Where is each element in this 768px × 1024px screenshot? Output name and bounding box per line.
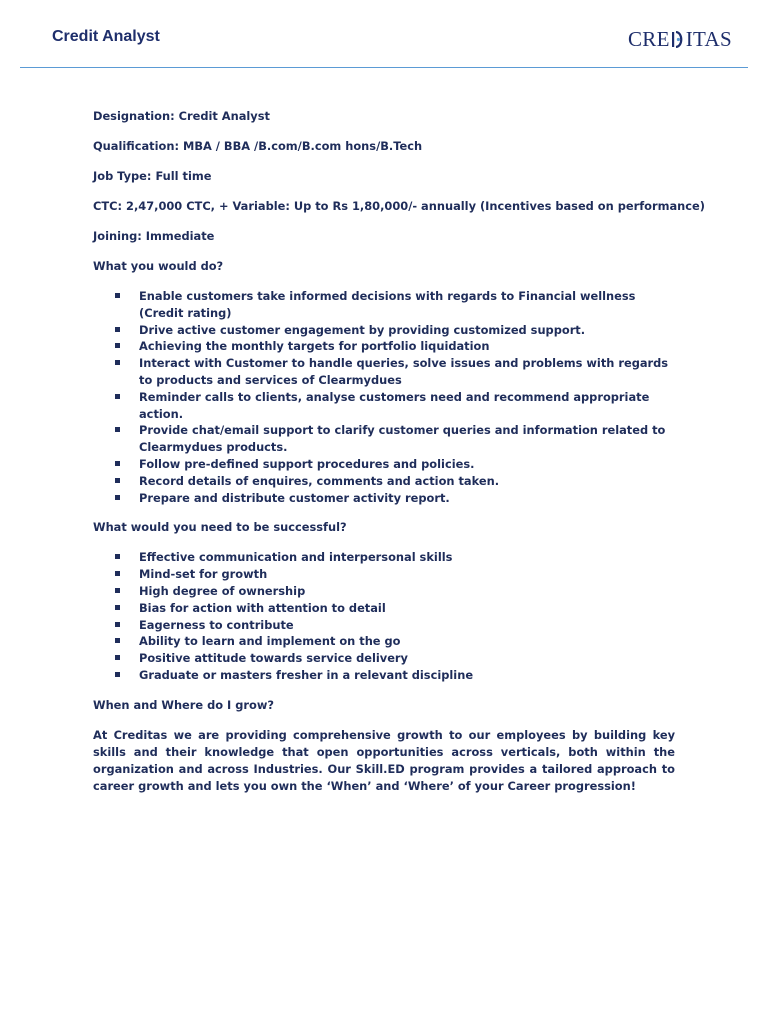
square-bullet-icon bbox=[115, 343, 120, 348]
square-bullet-icon bbox=[115, 588, 120, 593]
list-item: Graduate or masters fresher in a relevant discipline bbox=[93, 667, 675, 684]
field-joining bbox=[93, 228, 675, 245]
square-bullet-icon bbox=[115, 327, 120, 332]
job-description bbox=[93, 108, 705, 796]
square-bullet-icon bbox=[115, 672, 120, 677]
list-item: Prepare and distribute customer activity report. bbox=[93, 490, 675, 507]
square-bullet-icon bbox=[115, 360, 120, 365]
square-bullet-icon bbox=[115, 622, 120, 627]
field-label: Job Type: bbox=[93, 169, 152, 183]
field-designation bbox=[93, 108, 675, 125]
logo-text-left: CRE bbox=[628, 27, 670, 51]
field-value: Immediate bbox=[145, 229, 215, 243]
list-item: Reminder calls to clients, analyse customers need and recommend appropriate action. bbox=[93, 389, 675, 423]
list-item: Eagerness to contribute bbox=[93, 617, 675, 634]
list-item: Mind-set for growth bbox=[93, 566, 675, 583]
list-item: Enable customers take informed decisions with regards to Financial wellness (Credit rating) bbox=[93, 288, 675, 322]
list-item: Effective communication and interpersonal skills bbox=[93, 549, 675, 566]
square-bullet-icon bbox=[115, 394, 120, 399]
field-value: MBA / BBA /B.com/B.com hons/B.Tech bbox=[182, 139, 423, 153]
section-heading-need-to-succeed: What would you need to be successful? bbox=[93, 520, 347, 535]
page-title: Credit Analyst bbox=[52, 28, 160, 45]
creditas-logo bbox=[628, 29, 732, 50]
square-bullet-icon bbox=[115, 605, 120, 610]
list-item: Achieving the monthly targets for portfolio liquidation bbox=[93, 338, 675, 355]
square-bullet-icon bbox=[115, 571, 120, 576]
list-item: Follow pre-defined support procedures and policies. bbox=[93, 456, 675, 473]
responsibilities-list bbox=[93, 288, 675, 506]
field-job-type bbox=[93, 168, 675, 185]
square-bullet-icon bbox=[115, 478, 120, 483]
square-bullet-icon bbox=[115, 655, 120, 660]
field-label: Joining: bbox=[93, 229, 142, 243]
square-bullet-icon bbox=[115, 495, 120, 500]
section-heading-where-grow: When and Where do I grow? bbox=[93, 697, 274, 712]
list-item: High degree of ownership bbox=[93, 583, 675, 600]
list-item: Interact with Customer to handle queries, solve issues and problems with regards to products and services of Clearmydues bbox=[93, 355, 675, 389]
square-bullet-icon bbox=[115, 554, 120, 559]
list-item: Bias for action with attention to detail bbox=[93, 600, 675, 617]
growth-paragraph: At Creditas we are providing comprehensive growth to our employees by building key skills and their knowledge that open opportunities across verticals, both within the organization and across Industries. Our Skill.ED program provides a tailored approach to career growth and lets you own the ‘When’ and ‘Where’ of your Career progression! bbox=[93, 727, 675, 794]
logo-text-right: ITAS bbox=[685, 27, 732, 51]
requirements-list bbox=[93, 549, 675, 683]
header-divider bbox=[20, 67, 748, 68]
square-bullet-icon bbox=[115, 461, 120, 466]
field-label: CTC: bbox=[93, 199, 123, 213]
square-bullet-icon bbox=[115, 293, 120, 298]
field-label: Designation: bbox=[93, 109, 175, 123]
field-ctc bbox=[93, 198, 705, 215]
list-item: Ability to learn and implement on the go bbox=[93, 633, 675, 650]
field-label: Qualification: bbox=[93, 139, 180, 153]
list-item: Drive active customer engagement by providing customized support. bbox=[93, 322, 675, 339]
list-item: Positive attitude towards service delivery bbox=[93, 650, 675, 667]
field-value: Credit Analyst bbox=[178, 109, 270, 123]
field-qualification bbox=[93, 138, 675, 155]
list-item: Provide chat/email support to clarify customer queries and information related to Clearmydues products. bbox=[93, 422, 675, 456]
list-item: Record details of enquires, comments and action taken. bbox=[93, 473, 675, 490]
logo-d-mark-icon bbox=[671, 31, 685, 48]
square-bullet-icon bbox=[115, 638, 120, 643]
field-value: 2,47,000 CTC, + Variable: Up to Rs 1,80,000/- annually (Incentives based on performance) bbox=[126, 199, 705, 213]
square-bullet-icon bbox=[115, 427, 120, 432]
section-heading-what-you-do: What you would do? bbox=[93, 259, 224, 273]
field-value: Full time bbox=[155, 169, 212, 183]
